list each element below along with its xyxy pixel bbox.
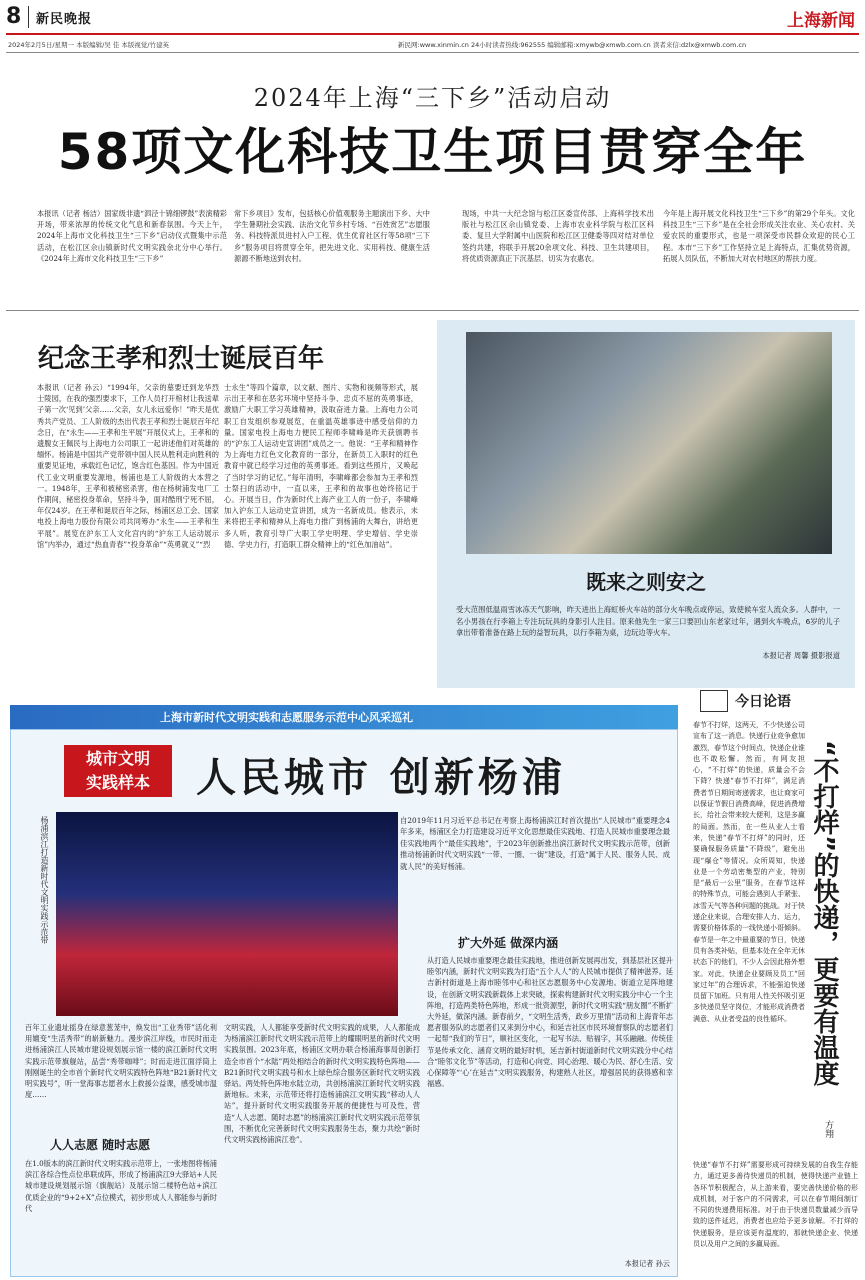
special-credit: 本报记者 孙云	[624, 1259, 670, 1268]
city-civilization-badge	[64, 745, 172, 797]
special-col1b: 在1.0版本的滨江新时代文明实践示范带上，一张地图将杨浦滨江各综合性点位串联成阵，形成了杨浦滨江9大驿站+人民城市建设规划展示馆（旗舰站）及展示馆二楼特色站+滨江优质企业的“9+2+X”点位模式，初步形成人人都能参与新时代	[25, 1159, 217, 1213]
boy-playing-on-suitcase-photo	[466, 332, 832, 554]
opinion-body: 春节不打烊，这两天，不少快递公司宣布了这一消息。快递行业竞争愈加激烈，春节这个时间点，快递企业谁也不敢松懈。然而，有网友担心，“不打烊”的快递，质量会不会下降？快递“春节不打烊”，满足消费者节日期间寄递需求，也让商家可以保证节假日消费高峰，促进消费增长，给社会带来较大便利，这是多赢的局面。然而，在一些从业人士看来，快递“春节不打烊”的同时，还要确保服务质量“不降级”，避免出现“爆仓”等情况。众所周知，快递业是一个劳动密集型的产业，特别是“最后一公里”服务，在春节这样的特殊节点，可能会遇到人手紧张、冰雪天气等各种问题的挑战。对于快递企业来说，合理安排人力、运力，需要价格体系的一线快递小哥倾斜。春节是一年之中最重要的节日，快递员有各类补贴，但基本处在全年无休状态下的他们，不少人会因此格外想家。对此，快递企业要顾及员工“回家过年”的合理诉求，不能强迫快递员留下加班。只有用人性关怀吸引更多快递员坚守岗位，才能形成消费者满意、从业者受益的良性循环。	[693, 721, 805, 1023]
opinion-body2: 快递“春节不打烊”需要形成可持续发展的自我生存能力，通过更多善待快递员的机制，使得快递产业链上各环节积极配合，从上游来看，要完善快递价格的形成机制，对于客户的不同需求，可以在春节期间制订不同的快递费用标准。对于由于快递员数量减少而导致的送件延迟，消费者也应给予更多谅解。不打烊的快递服务，是应该更有温度的，那就快递企业、快递员以及用户之间的多赢局面。	[693, 1161, 858, 1249]
special-col1: 百年工业遗址摇身在绿意葱茏中，焕发出“工业秀带”活化利用嬗变“生活秀带”的崭新魅力。漫步滨江岸线，市民时而走进杨浦滨江人民城市建设规划展示馆一楼的滨江新时代文明实践示范带旗舰站，品尝“秀带咖啡”；时而走进江面浮筒上刚刚诞生的全市首个新时代文明实践特色阵地“B21新时代文明实践号”，听一堂海事志愿者水上救援公益课，感受城市温度……	[25, 1023, 217, 1100]
opinion-logo-icon	[700, 690, 728, 712]
photo-caption: 受大范围低温雨雪冰冻天气影响，昨天进出上海虹桥火车站的部分火车晚点或停运，致使候车室人流众多。人群中，一名小男孩在行李箱上专注玩玩具的身影引人注目。原来他先生一家三口要回山东老家过年，遇到火车晚点，6岁的儿子拿出带着准备在路上玩的益智玩具，以行李箱为桌，边玩边等火车。	[456, 605, 840, 637]
badge-line2: 实践样本	[85, 773, 150, 792]
story2-col2: 士永生”等四个篇章，以文献、图片、实物和视频等形式，展示出王孝和在恶劣环境中坚持斗争、忠贞不屈的英勇事迹，激励广大职工学习英雄精神，汲取奋进力量。上海电力公司职工自发组织参观展览，在重温英雄事迹中感受信仰的力量。国家电投上海电力便民工程师李啸峰是昨天获颁聘书的“沪东工人运动史宣讲团”成员之一。他说：“王孝和精神作为上海电力红色文化教育的一部分，在新员工入职时的红色教育中就已经学习过他的英勇事迹。看到这些照片，又唤起了当时学习的记忆。”每年清明，李啸峰都会参加为王孝和烈士祭扫的活动中，一直以来，王孝和的故事也始终铭记于心。开展当日，作为新时代上海产业工人的一份子，李啸峰加入沪东工人运动史宣讲团，成为一名新成员。他表示，未来将把王孝和精神从上海电力推广到杨浦的大舞台，讲给更多人听，教育引导广大职工学史明理、学史增信、学史崇德、学史力行，打造职工群众精神上的“红色加油站”。	[224, 383, 418, 549]
lead-col4: 今年是上海开展文化科技卫生“三下乡”的第29个年头。文化科技卫生“三下乡”是在全社会形成关注农业、关心农村、关爱农民的重要形式，也是一项深受市民群众欢迎的民心工程。本市“三下乡”工作坚持立足上海特点，汇集优势资源，拓展人员队伍，不断加大对农村地区的帮扶力度。	[663, 209, 855, 263]
story2-headline: 纪念王孝和烈士诞辰百年	[38, 344, 325, 374]
masthead-rule	[6, 33, 859, 35]
special-intro: 自2019年11月习近平总书记在考察上海杨浦滨江时首次提出“人民城市”重要理念4年多来，杨浦区全力打造建设习近平文化思想最佳实践地、打造人民城市重要理念最佳实践地两个“最佳实践地”，于2023年创新推出滨江新时代文明实践示范带，创新推动杨浦新时代文明实践“一带、一圈、一街”建设，打造“属于人民、服务人民、成就人民”的美好杨浦。	[400, 816, 670, 871]
special-subhead2: 扩大外延 做深内涵	[458, 936, 559, 950]
opinion-headline: “不打烊”的快递，更要有温度	[809, 740, 839, 1087]
lead-kicker: 2024年上海“三下乡”活动启动	[253, 84, 612, 112]
special-subhead1: 人人志愿 随时志愿	[50, 1138, 151, 1152]
contact-line: 新民网:www.xinmin.cn 24小时读者热线:962555 编辑邮箱:xmywb@xmwb.com.cn 读者来信:dzlx@xmwb.com.cn	[398, 41, 747, 49]
special-photo-caption: 杨浦滨江打造新时代文明实践示范带	[40, 816, 49, 944]
masthead-divider	[28, 6, 29, 28]
page-number: 8	[6, 4, 22, 29]
photo-feature-title: 既来之则安之	[586, 570, 706, 594]
badge-line1: 城市文明	[85, 749, 150, 768]
opinion-author: 方翔	[823, 1120, 833, 1138]
opinion-column-title: 今日论语	[735, 694, 791, 710]
story2-col1: 本报讯（记者 孙云）“1994年，父亲的墓要迁到龙华烈士陵园，在我的强烈要求下，工作人员打开棺材让我送辈子第一次‘见到’父亲……父亲，女儿永远爱你！”昨天是优秀共产党员、工人阶级的杰出代表王孝和烈士诞辰百年纪念日，在“永生——王孝和生平展”开展仪式上，王孝和的遗腹女王佩民与上海电力公司职工一起讲述他们对英雄的缅怀。杨浦是中国共产党带领中国人民从胜利走向胜利的重要见证地，承载红色记忆，饱含红色基因。作为中国近代工业文明重要发源地，杨浦也是工人阶级的大本营之一。1948年，王孝和被秘密杀害，他在杨树浦发电厂工作期间，秘密投身革命，坚持斗争，面对酷刑宁死不屈，年仅24岁。在王孝和诞辰百年之际，杨浦区总工会、国家电投上海电力股份有限公司共同筹办“永生——王孝和生平展”。展览在沪东工人文化宫内的“沪东工人运动展示馆”内举办，通过“热血青春”“投身革命”“英勇就义”“烈	[37, 383, 219, 549]
section-title: 上海新闻	[787, 11, 855, 31]
photo-credit: 本报记者 周馨 摄影报道	[762, 651, 840, 660]
special-banner-text: 上海市新时代文明实践和志愿服务示范中心风采巡礼	[160, 711, 413, 724]
lead-col2: 常下乡项目》发布，包括核心价值观服务主题演出下乡、大中学生暑期社会实践、法治文化节乡村专场、“百姓赏艺”志愿服务、科技特派员进村入户工程、优生优育社区行等58项“三下乡”服务项目将贯穿全年，把先进文化、实用科技、健康生活源源不断地送到农村。	[234, 209, 430, 263]
lead-bottom-rule	[6, 310, 859, 311]
lead-col3: 现场，中共一大纪念馆与松江区委宣传部、上海科学技术出版社与松江区佘山镇党委、上海市农业科学院与松江区科委、复旦大学附属中山医院和松江区卫健委等四对结对单位签约共建，将联手开展20余项文化、科技、卫生共建项目，将优质资源真正下沉基层、切实为农惠农。	[462, 209, 654, 263]
lead-col1: 本报讯（记者 杨洁）国家级非遗“泗泾十锦细锣鼓”表演精彩开场，带来浓厚的传统文化气息和新春氛围。今天上午，2024年上海市文化科技卫生“三下乡”启动仪式暨集中示范活动，在松江区佘山镇新时代文明实践余北分中心举行。《2024年上海市文化科技卫生“三下乡”	[37, 209, 227, 263]
header-rule	[6, 52, 859, 53]
special-col2: 文明实践，人人都能享受新时代文明实践的成果，人人都能成为杨浦滨江新时代文明实践示范带上的耀眼明星的新时代文明实践氛围。2023年底，杨浦区文明办联合杨浦海事局创新打造全市首个“水陆”两处相结合的新时代文明实践特色阵地——B21新时代文明实践号和水上绿色综合服务区新时代文明实践驿站。两处特色阵地水陆立动，共创杨浦滨江新时代文明实践新地标。未来，示范带还将打造杨浦滨江文明实践“移动人人站”，提升新时代文明实践服务开展的便捷性与可及性，营造“人人志愿、随时志愿”的杨浦滨江新时代文明实践示范带氛围，不断优化完善新时代文明实践服务生态，聚力共绘“新时代文明实践杨浦滨江卷”。	[224, 1023, 420, 1145]
newspaper-brand: 新民晚报	[36, 12, 93, 27]
lead-headline: 58项文化科技卫生项目贯穿全年	[57, 123, 808, 181]
special-col3: 从打造人民城市重要理念最佳实践地，推进创新发展再出发，到基层社区提升睦邻内涵，新时代文明实践为打造“五个人人”的人民城市提供了精神滋养。延吉新村街道是上海市睦邻中心和社区志愿服务中心发源地。街道立足阵地建设，在创新文明实践新载体上求突破，探索构建新时代文明实践分中心一个主阵地，打造两类特色阵地，形成一批资源型，新时代文明实践“朋友圈”不断扩大外延，做深内涵。新春前夕，“文明生活秀，政乡万里情”活动和上海青年志愿者服务队的志愿者们又来到分中心，和延吉社区市民环境督察队的志愿者们一起帮“我们的节日”，顺社区变化，一起写书法、贴福字，其乐融融。传统佳节是传承文化、涵育文明的最好时机，延吉新村街道新时代文明实践分中心结合“睦邻文化节”等活动，打造和心向党、同心治理、暖心为民、舒心生活、安心保障等“‘心’在延吉”文明实践服务，构建熟人社区，增强居民的获得感和幸福感。	[427, 956, 673, 1089]
date-line: 2024年2月5日/星期一 本版编辑/吴 佳 本版视觉/竹建英	[8, 41, 170, 49]
special-headline: 人民城市 创新杨浦	[196, 755, 566, 801]
riverside-night-photo	[56, 812, 398, 1016]
